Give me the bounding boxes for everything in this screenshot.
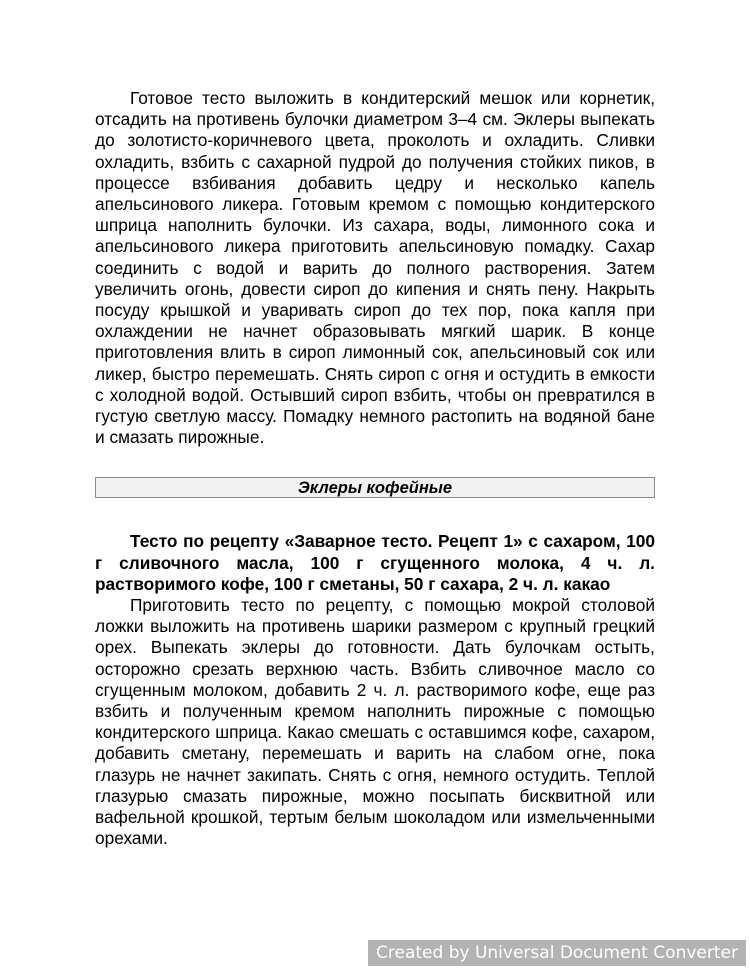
ingredients-list: Тесто по рецепту «Заварное тесто. Рецепт 1» с сахаром, 100 г сливочного масла, 100 г сгущенного молока, 4 ч. л. растворимого кофе, 100 г сметаны, 50 г сахара, 2 ч. л. какао (95, 531, 655, 594)
converter-watermark: Created by Universal Document Converter (368, 940, 746, 966)
section-heading: Эклеры кофейные (95, 477, 655, 498)
recipe-paragraph-orange-eclairs: Готовое тесто выложить в кондитерский мешок или корнетик, отсадить на противень булочки диаметром 3–4 см. Эклеры выпекать до золотисто-коричневого цвета, проколоть и охладить. Сливки охладить, взбить с сахарной пудрой до получения стойких пиков, в процессе взбивания добавить цедру и несколько капель апельсинового ликера. Готовым кремом с помощью кондитерского шприца наполнить булочки. Из сахара, воды, лимонного сока и апельсинового ликера приготовить апельсиновую помадку. Сахар соединить с водой и варить до полного растворения. Затем увеличить огонь, довести сироп до кипения и снять пену. Накрыть посуду крышкой и уваривать сироп до тех пор, пока капля при охлаждении не начнет образовывать мягкий шарик. В конце приготовления влить в сироп лимонный сок, апельсиновый сок или ликер, быстро перемешать. Снять сироп с огня и остудить в емкости с холодной водой. Остывший сироп взбить, чтобы он превратился в густую светлую массу. Помадку немного растопить на водяной бане и смазать пирожные. (95, 88, 655, 448)
document-page (95, 88, 655, 850)
recipe-paragraph-coffee-eclairs: Приготовить тесто по рецепту, с помощью мокрой столовой ложки выложить на противень шарики размером с крупный грецкий орех. Выпекать эклеры до готовности. Дать булочкам остыть, осторожно срезать верхнюю часть. Взбить сливочное масло со сгущенным молоком, добавить 2 ч. л. растворимого кофе, еще раз взбить и полученным кремом наполнить пирожные с помощью кондитерского шприца. Какао смешать с оставшимся кофе, сахаром, добавить сметану, перемешать и варить на слабом огне, пока глазурь не начнет закипать. Снять с огня, немного остудить. Теплой глазурью смазать пирожные, можно посыпать бисквитной или вафельной крошкой, тертым белым шоколадом или измельченными орехами. (95, 595, 655, 849)
